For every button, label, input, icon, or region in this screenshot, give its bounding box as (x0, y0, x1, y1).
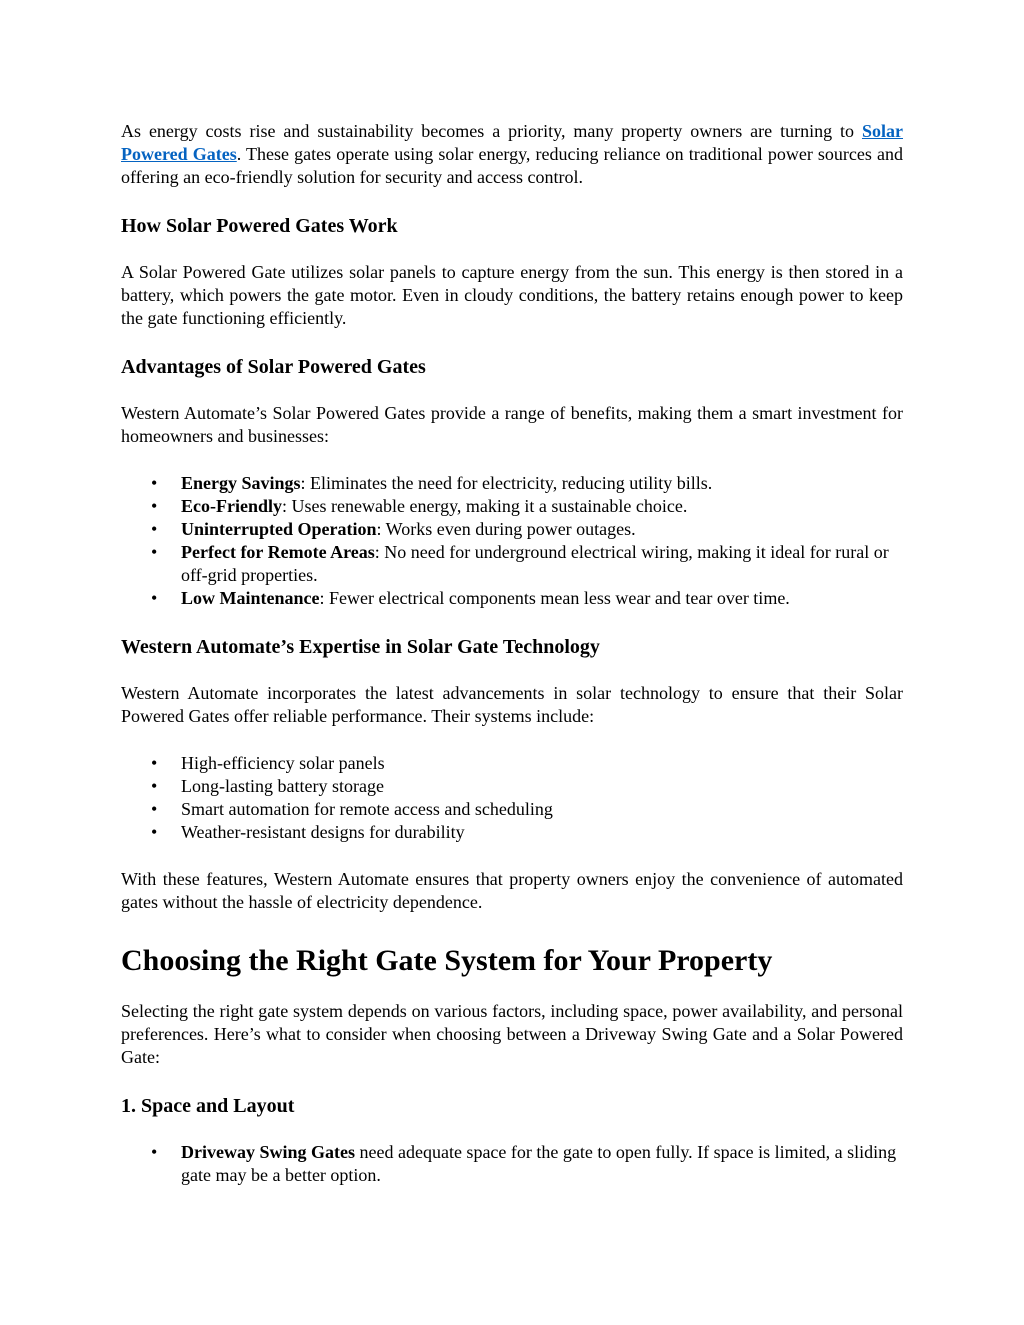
list-item-text: : Fewer electrical components mean less wear and tear over time. (319, 588, 790, 608)
how-it-works-paragraph: A Solar Powered Gate utilizes solar panels to capture energy from the sun. This energy is then stored in a battery, which powers the gate motor. Even in cloudy conditions, the battery retains enough power to keep the gate functioning efficiently. (121, 262, 903, 328)
list-item (181, 541, 903, 587)
intro-text-before-link: As energy costs rise and sustainability becomes a priority, many property owners are turning to (121, 121, 862, 141)
list-item-term: Low Maintenance (181, 588, 320, 608)
advantages-heading: Advantages of Solar Powered Gates (121, 356, 426, 378)
list-item (181, 587, 903, 610)
intro-text-after-link: . These gates operate using solar energy, reducing reliance on traditional power sources and offering an eco-friendly solution for security and access control. (121, 144, 904, 187)
advantages-paragraph: Western Automate’s Solar Powered Gates provide a range of benefits, making them a smart investment for homeowners and businesses: (121, 403, 903, 446)
list-item (181, 518, 903, 541)
list-item: • High-efficiency solar panels (181, 752, 903, 775)
expertise-heading: Western Automate’s Expertise in Solar Gate Technology (121, 636, 600, 658)
list-item: • Smart automation for remote access and scheduling (181, 798, 903, 821)
list-item (181, 495, 903, 518)
expertise-list (121, 752, 903, 844)
list-item (181, 1141, 903, 1187)
list-item: • Weather-resistant designs for durability (181, 821, 903, 844)
list-item: • Long-lasting battery storage (181, 775, 903, 798)
advantages-list (121, 472, 903, 610)
expertise-closing-paragraph: With these features, Western Automate ensures that property owners enjoy the convenience of automated gates without the hassle of electricity dependence. (121, 869, 903, 912)
list-item-text: : Works even during power outages. (376, 519, 636, 539)
expertise-paragraph: Western Automate incorporates the latest advancements in solar technology to ensure that their Solar Powered Gates offer reliable performance. Their systems include: (121, 683, 903, 726)
document-page (121, 120, 903, 1187)
how-it-works-heading: How Solar Powered Gates Work (121, 215, 398, 237)
list-item-term: Uninterrupted Operation (181, 519, 377, 539)
list-item-term: Eco-Friendly (181, 496, 282, 516)
space-layout-heading: 1. Space and Layout (121, 1095, 295, 1117)
list-item (181, 472, 903, 495)
list-item-term: Driveway Swing Gates (181, 1142, 355, 1162)
choosing-paragraph: Selecting the right gate system depends on various factors, including space, power availability, and personal preferences. Here’s what to consider when choosing between a Driveway Swing Gate and a Solar Powered Gate: (121, 1001, 903, 1067)
list-item-term: Energy Savings (181, 473, 301, 493)
list-item-text: : Uses renewable energy, making it a sustainable choice. (282, 496, 688, 516)
space-layout-list (121, 1141, 903, 1187)
list-item-text: : Eliminates the need for electricity, reducing utility bills. (300, 473, 713, 493)
choosing-heading: Choosing the Right Gate System for Your Property (121, 944, 773, 977)
list-item-text: : No need for underground electrical wiring, making it ideal for rural or off-grid properties. (181, 542, 889, 585)
list-item-term: Perfect for Remote Areas (181, 542, 375, 562)
list-item-text: need adequate space for the gate to open fully. If space is limited, a sliding gate may be a better option. (181, 1142, 897, 1185)
intro-paragraph (121, 120, 903, 189)
solar-powered-gates-link[interactable]: Solar Powered Gates (121, 121, 903, 164)
